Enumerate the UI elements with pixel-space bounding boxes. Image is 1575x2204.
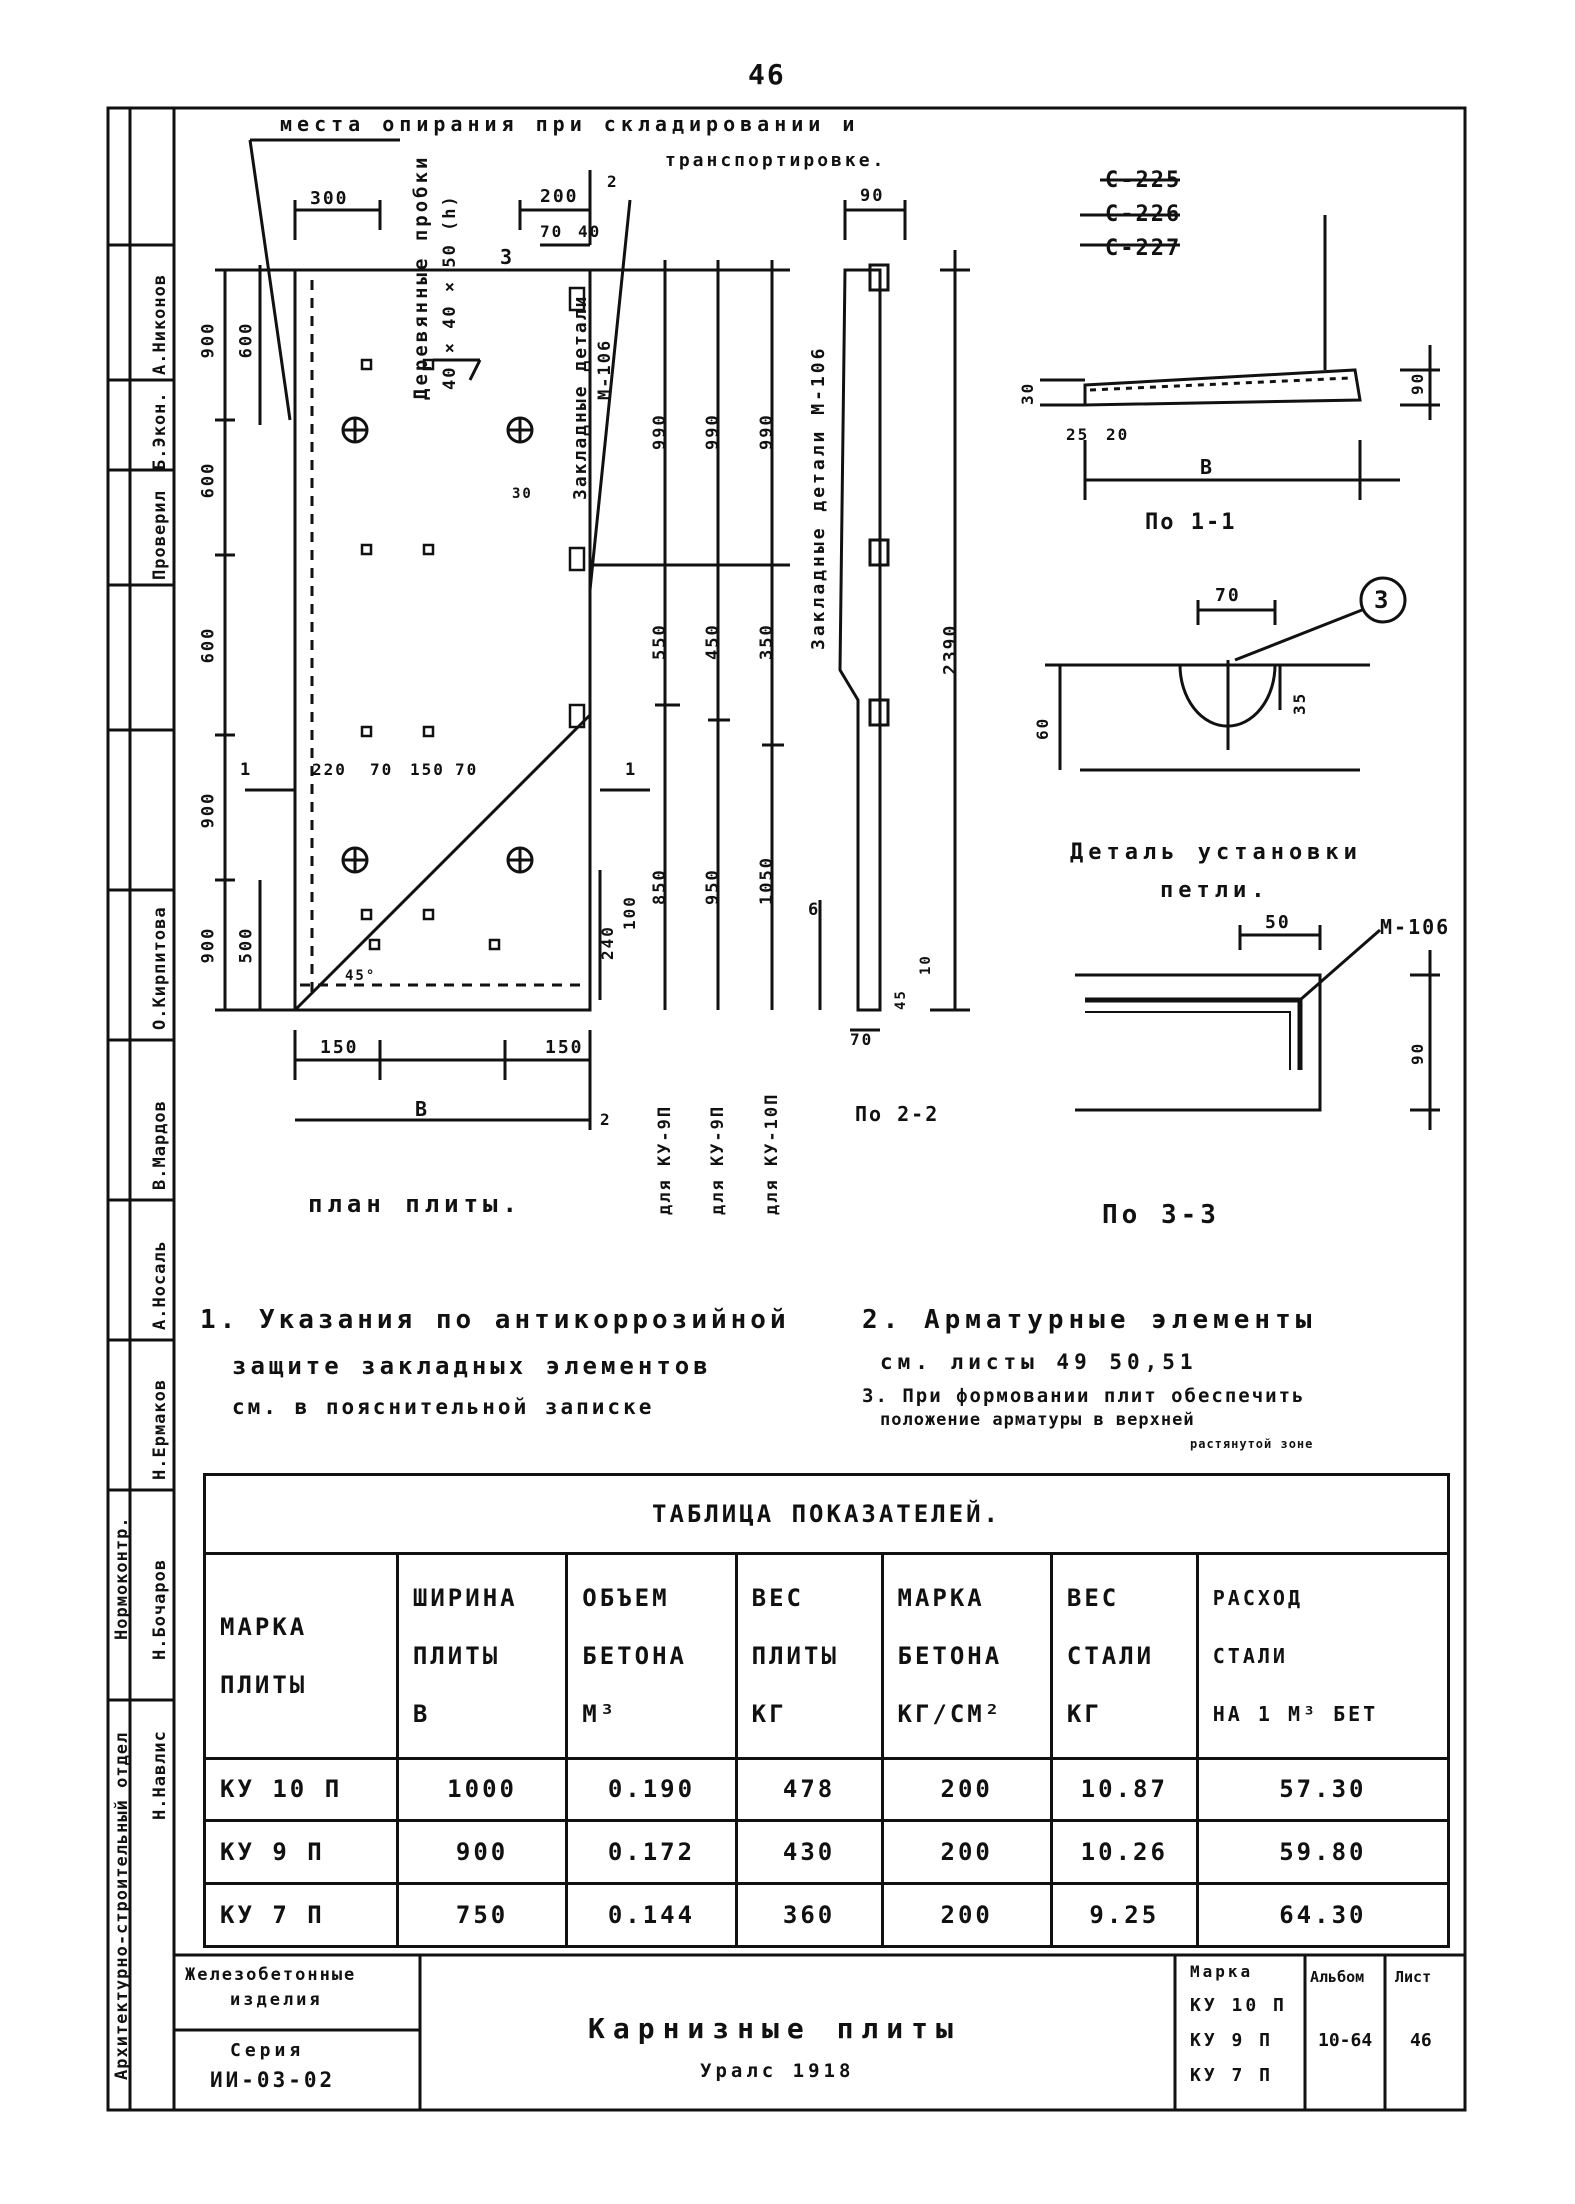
plan-label-m106: М-106 (595, 338, 615, 400)
section-3-3-profile (1075, 975, 1320, 1110)
plan-dim-300: 300 (310, 188, 349, 209)
stamp-name-6: О.Кирпитова (150, 906, 170, 1030)
col-header: ОБЪЕМ БЕТОНА М³ (567, 1554, 736, 1759)
stamp-name-7: Проверил (150, 490, 170, 580)
stamp-name-3: Н.Ермаков (150, 1378, 170, 1480)
tb-sheet-label: Лист (1395, 1968, 1432, 1986)
cell: 59.80 (1197, 1821, 1448, 1884)
elev-caption-1: для КУ-9П (655, 1104, 675, 1215)
sec11-title: По 1-1 (1145, 510, 1237, 535)
elev-col1-dim-2: 550 (650, 623, 670, 660)
note-1-line-1: 1. Указания по антикоррозийной (200, 1305, 790, 1335)
sec22-total: 2390 (940, 623, 961, 675)
elev-col2-dim-2: 450 (703, 623, 723, 660)
table-row (205, 1884, 1449, 1947)
cell: 478 (736, 1758, 882, 1821)
col-header: ВЕС ПЛИТЫ КГ (736, 1554, 882, 1759)
stamp-name-1: Н.Навлис (150, 1730, 170, 1820)
cell: 900 (397, 1821, 566, 1884)
stamp-organization: Архитектурно-строительный отдел (112, 1731, 132, 2080)
detail-title-line-1: Деталь установки (1070, 840, 1362, 865)
stamp-name-2: Н.Бочаров (150, 1558, 170, 1660)
plan-left-dim-3: 600 (198, 626, 219, 664)
plan-left-dim-1: 900 (198, 321, 219, 359)
plan-dim-70: 70 (540, 222, 564, 241)
note-1-line-3: см. в пояснительной записке (232, 1395, 655, 1419)
plan-mark-30: 30 (512, 486, 533, 502)
plan-dim-150-left: 150 (320, 1037, 359, 1058)
sec22-dim-10: 10 (918, 954, 934, 975)
plan-left-dim-5: 900 (198, 926, 219, 964)
sec22-dim-70: 70 (850, 1030, 874, 1049)
detail-dim-70: 70 (1215, 585, 1241, 606)
note-3-line-2: положение арматуры в верхней (880, 1410, 1195, 1430)
plan-dim-240: 240 (598, 925, 617, 960)
table-row (205, 1821, 1449, 1884)
col-header: РАСХОД СТАЛИ НА 1 М³ БЕТ (1197, 1554, 1448, 1759)
stamp-role: Нормоконтр. (112, 1516, 132, 1640)
sec22-dim-b: 6 (808, 900, 821, 920)
note-3-line-1: 3. При формовании плит обеспечить (862, 1385, 1306, 1407)
table-row (205, 1758, 1449, 1821)
sec11-dim-20: 20 (1106, 425, 1130, 444)
plan-angle: 45° (345, 968, 377, 984)
top-callout-line-2: транспортировке. (665, 150, 887, 171)
plan-dim-2-bottom: 2 (600, 1110, 612, 1129)
plan-cut-right: 1 (625, 760, 638, 780)
plan-label-embedded: Закладные детали (570, 294, 591, 500)
plan-dim-40: 40 (578, 222, 602, 241)
cell: 200 (882, 1758, 1051, 1821)
sec11-rebar-227: С-227 (1105, 236, 1182, 261)
cell: 200 (882, 1821, 1051, 1884)
cell: 750 (397, 1884, 566, 1947)
cell: 9.25 (1051, 1884, 1197, 1947)
indicators-table (203, 1473, 1450, 1948)
plan-dim-200: 200 (540, 186, 579, 207)
tb-album: 10-64 (1318, 2030, 1373, 2051)
indicators-header-row (205, 1554, 1449, 1759)
top-callout-line-1: места опирания при складировании и (280, 112, 860, 136)
plan-label-plugs-size: 40 × 40 × 50 (h) (440, 194, 460, 390)
cell: 57.30 (1197, 1758, 1448, 1821)
sec22-top-dim: 90 (860, 186, 885, 206)
sec11-dim-25: 25 (1066, 425, 1090, 444)
tb-album-label: Альбом (1310, 1968, 1365, 1986)
tb-left-series-label: Серия (230, 2040, 305, 2061)
cell: 360 (736, 1884, 882, 1947)
stamp-name-4: А.Носаль (150, 1240, 170, 1330)
section-2-2-profile (840, 270, 880, 1010)
tb-left-series: ИИ-03-02 (210, 2068, 336, 2092)
detail-dim-35: 35 (1290, 691, 1309, 715)
elev-col3-dim-1: 990 (757, 413, 777, 450)
tb-left-top-1: Железобетонные (185, 1965, 357, 1985)
plan-bottom-dim-70b: 70 (455, 760, 479, 779)
col-header: МАРКА БЕТОНА КГ/СМ² (882, 1554, 1051, 1759)
tb-sheet: 46 (1410, 2030, 1432, 2051)
plan-dim-width: В (415, 1097, 430, 1121)
indicators-title: ТАБЛИЦА ПОКАЗАТЕЛЕЙ. (205, 1475, 1449, 1554)
plan-dim-150-right: 150 (545, 1037, 584, 1058)
sec11-dim-b: В (1200, 455, 1215, 479)
cell: 1000 (397, 1758, 566, 1821)
page-number: 46 (748, 58, 786, 91)
sec22-dim-45: 45 (893, 989, 909, 1010)
cell: 0.144 (567, 1884, 736, 1947)
col-header: ШИРИНА ПЛИТЫ В (397, 1554, 566, 1759)
detail-callout-number: 3 (1374, 586, 1389, 614)
note-3-line-3: растянутой зоне (1190, 1437, 1314, 1451)
sec33-dim-50: 50 (1265, 912, 1291, 933)
elev-col2-dim-1: 990 (703, 413, 723, 450)
sec22-label: Закладные детали М-106 (808, 345, 829, 650)
tb-left-top-2: изделия (230, 1990, 323, 2010)
tb-name: Карнизные плиты (588, 2012, 961, 2045)
tb-mark-3: КУ 7 П (1190, 2065, 1274, 2086)
col-header: МАРКА ПЛИТЫ (205, 1554, 398, 1759)
plan-inner-dim-2: 500 (236, 926, 257, 964)
cell: 10.87 (1051, 1758, 1197, 1821)
cell: 200 (882, 1884, 1051, 1947)
elev-caption-2: для КУ-9П (708, 1104, 728, 1215)
plan-bottom-dim-150: 150 (410, 760, 445, 779)
elev-col1-dim-3: 850 (650, 868, 670, 905)
cell: КУ 9 П (205, 1821, 398, 1884)
cell: 64.30 (1197, 1884, 1448, 1947)
cell: КУ 7 П (205, 1884, 398, 1947)
elev-col3-dim-2: 350 (757, 623, 777, 660)
sec11-dim-90: 90 (1408, 371, 1427, 395)
note-2-line-1: 2. Арматурные элементы (862, 1305, 1317, 1335)
cell: 0.190 (567, 1758, 736, 1821)
plan-bottom-dim-70a: 70 (370, 760, 394, 779)
plan-title: план плиты. (308, 1190, 522, 1218)
detail-dim-60: 60 (1033, 716, 1052, 740)
plan-label-plugs: Деревянные пробки (410, 154, 432, 400)
tb-sub: Уралс 1918 (700, 2060, 855, 2082)
stamp-name-5: В.Мардов (150, 1100, 170, 1190)
sec11-rebar-225: С-225 (1105, 168, 1182, 193)
tb-marks-header: Марка (1190, 1962, 1254, 1981)
tb-mark-2: КУ 9 П (1190, 2030, 1274, 2051)
cell: 10.26 (1051, 1821, 1197, 1884)
elev-col1-dim-1: 990 (650, 413, 670, 450)
cell: 0.172 (567, 1821, 736, 1884)
stamp-name-8: Б.Экон. (150, 391, 170, 470)
elev-col2-dim-3: 950 (703, 868, 723, 905)
cell: КУ 10 П (205, 1758, 398, 1821)
tb-mark-1: КУ 10 П (1190, 1995, 1287, 2016)
plan-inner-dim-1: 600 (236, 321, 257, 359)
plan-cut-left: 1 (240, 760, 253, 780)
sec22-title: По 2-2 (855, 1102, 940, 1126)
note-2-line-2: см. листы 49 50,51 (880, 1350, 1198, 1374)
plan-dim-100: 100 (620, 895, 639, 930)
cell: 430 (736, 1821, 882, 1884)
elev-col3-dim-3: 1050 (757, 856, 777, 905)
plan-left-dim-2: 600 (198, 461, 219, 499)
sec33-title: По 3-3 (1102, 1200, 1220, 1230)
note-1-line-2: защите закладных элементов (232, 1352, 712, 1380)
stamp-name-9: А.Никонов (150, 273, 170, 375)
sec11-rebar-226: С-226 (1105, 202, 1182, 227)
sec33-dim-90: 90 (1408, 1041, 1427, 1065)
col-header: ВЕС СТАЛИ КГ (1051, 1554, 1197, 1759)
detail-title-line-2: петли. (1160, 878, 1270, 903)
sec11-dim-30: 30 (1018, 381, 1037, 405)
plan-left-dim-4: 900 (198, 791, 219, 829)
plan-mark-3: 3 (500, 245, 515, 269)
sec33-label: М-106 (1380, 915, 1451, 939)
plan-dim-2: 2 (607, 172, 619, 191)
plan-bottom-dim-220: 220 (312, 760, 347, 779)
elev-caption-3: для КУ-10П (762, 1092, 782, 1215)
